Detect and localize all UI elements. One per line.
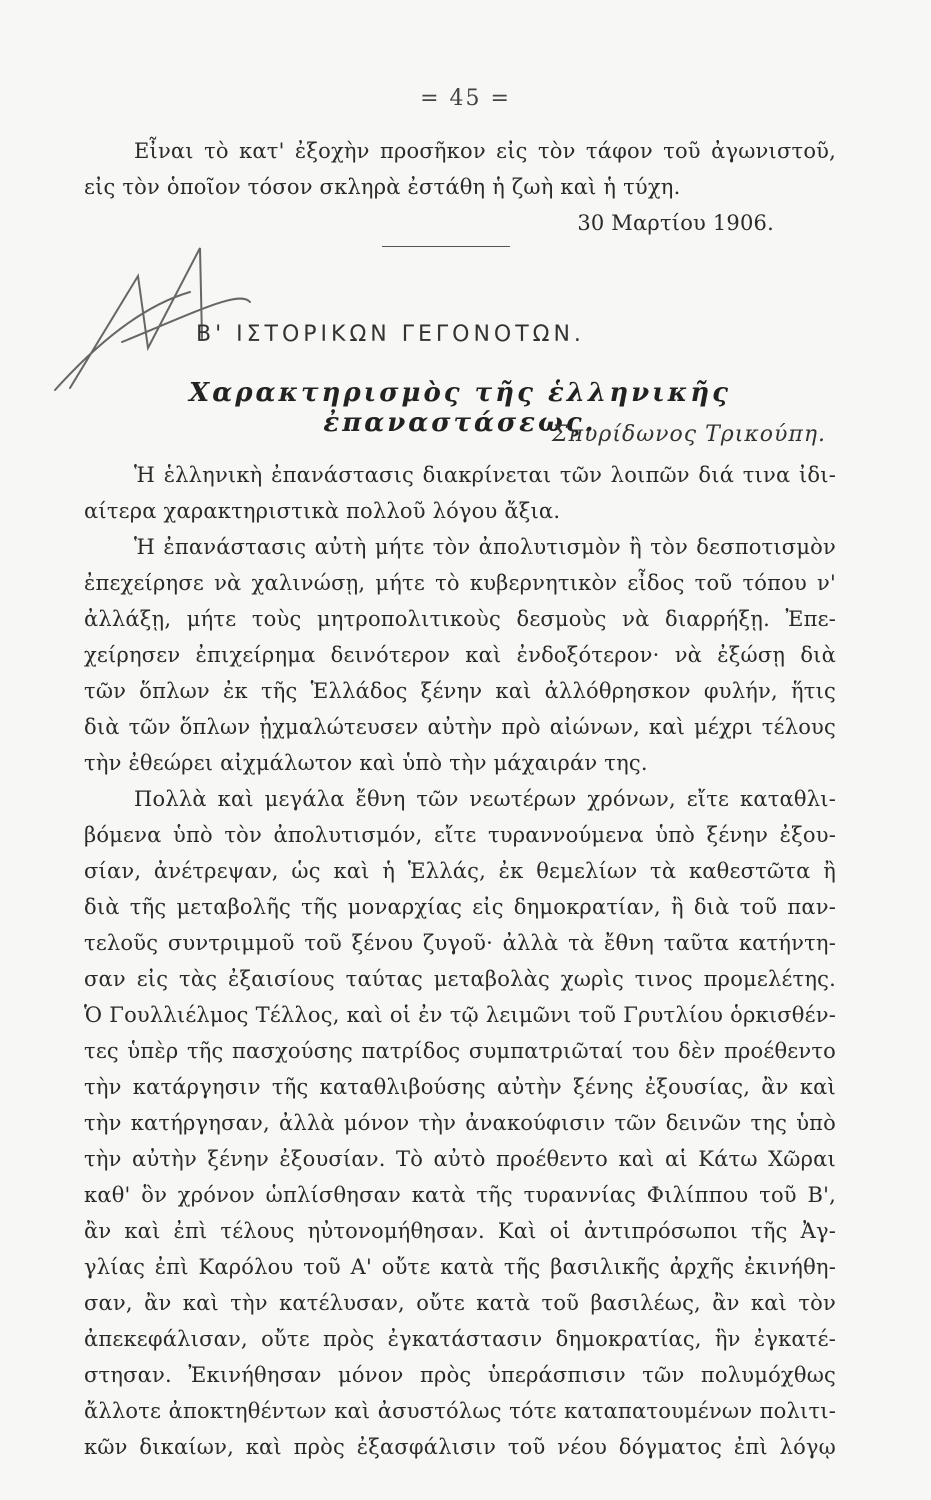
body-line: τὴν αὐτὴν ξένην ἐξουσίαν. Τὸ αὐτὸ προέθεντο καὶ αἱ Κάτω Χῶραι	[84, 1147, 836, 1171]
date-line: 30 Μαρτίου 1906.	[577, 211, 774, 235]
body-line: τὴν ἐθεώρει αἰχμάλωτον καὶ ὑπὸ τὴν μάχαιράν της.	[84, 751, 648, 775]
body-line: Ἡ ἑλληνικὴ ἐπανάστασις διακρίνεται τῶν λοιπῶν διά τινα ἰδι-	[134, 463, 836, 487]
body-line: Ἡ ἐπανάστασις αὐτὴ μήτε τὸν ἀπολυτισμὸν ἢ τὸν δεσποτισμὸν	[134, 535, 836, 559]
body-line: Ὁ Γουλλιέλμος Τέλλος, καὶ οἱ ἐν τῷ λειμῶνι τοῦ Γρυτλίου ὁρκισθέν-	[84, 1003, 836, 1027]
body-line: αίτερα χαρακτηριστικὰ πολλοῦ λόγου ἄξια.	[84, 499, 561, 523]
page-number: = 45 =	[420, 86, 511, 111]
body-line: ἀπεκεφάλισαν, οὔτε πρὸς ἐγκατάστασιν δημοκρατίας, ἣν ἐγκατέ-	[84, 1327, 836, 1351]
body-line: διὰ τῶν ὅπλων ᾐχμαλώτευσεν αὐτὴν πρὸ αἰώνων, καὶ μέχρι τέλους	[84, 715, 836, 739]
body-line: τελοῦς συντριμμοῦ τοῦ ξένου ζυγοῦ· ἀλλὰ τὰ ἔθνη ταῦτα κατήντη-	[84, 931, 836, 955]
body-line: κῶν δικαίων, καὶ πρὸς ἐξασφάλισιν τοῦ νέου δόγματος ἐπὶ λόγῳ	[84, 1435, 836, 1459]
body-line: σαν, ἂν καὶ τὴν κατέλυσαν, οὔτε κατὰ τοῦ βασιλέως, ἂν καὶ τὸν	[84, 1291, 836, 1315]
body-line: γλίας ἐπὶ Καρόλου τοῦ Α' οὔτε κατὰ τῆς βασιλικῆς ἀρχῆς ἐκινήθη-	[84, 1255, 836, 1279]
section-rule	[382, 246, 510, 247]
section-heading: Β' ΙΣΤΟΡΙΚΩΝ ΓΕΓΟΝΟΤΩΝ.	[196, 322, 585, 347]
body-line: ἂν καὶ ἐπὶ τέλους ηὐτονομήθησαν. Καὶ οἱ ἀντιπρόσωποι τῆς Ἀγ-	[84, 1219, 836, 1243]
body-line: στησαν. Ἐκινήθησαν μόνον πρὸς ὑπεράσπισιν τῶν πολυμόχθως	[84, 1363, 836, 1387]
body-line: τὴν κατάργησιν τῆς καταθλιβούσης αὐτὴν ξένης ἐξουσίας, ἂν καὶ	[84, 1075, 836, 1099]
body-line: διὰ τῆς μεταβολῆς τῆς μοναρχίας εἰς δημοκρατίαν, ἢ διὰ τοῦ παν-	[84, 895, 836, 919]
body-line: χείρησεν ἐπιχείρημα δεινότερον καὶ ἐνδοξότερον· νὰ ἐξώσῃ διὰ	[84, 643, 836, 667]
author-name: Σπυρίδωνος Τρικούπη.	[552, 422, 826, 447]
opening-line: εἰς τὸν ὁποῖον τόσον σκληρὰ ἐστάθη ἡ ζωὴ καὶ ἡ τύχη.	[84, 175, 681, 199]
body-line: σίαν, ἀνέτρεψαν, ὡς καὶ ἡ Ἑλλάς, ἐκ θεμελίων τὰ καθεστῶτα ἢ	[84, 859, 836, 883]
article-title: Χαρακτηρισμὸς τῆς ἑλληνικῆς ἐπαναστάσεως.	[189, 378, 731, 438]
body-line: τὴν κατήργησαν, ἀλλὰ μόνον τὴν ἀνακούφισιν τῶν δεινῶν της ὑπὸ	[84, 1111, 836, 1135]
body-line: ἐπεχείρησε νὰ χαλινώσῃ, μήτε τὸ κυβερνητικὸν εἶδος τοῦ τόπου ν'	[84, 571, 836, 595]
opening-line: Εἶναι τὸ κατ' ἐξοχὴν προσῆκον εἰς τὸν τάφον τοῦ ἀγωνιστοῦ,	[134, 139, 836, 163]
body-line: σαν εἰς τὰς ἐξαισίους ταύτας μεταβολὰς χωρὶς τινος προμελέτης.	[84, 967, 836, 991]
body-line: Πολλὰ καὶ μεγάλα ἔθνη τῶν νεωτέρων χρόνων, εἴτε καταθλι-	[134, 787, 836, 811]
body-line: καθ' ὃν χρόνον ὡπλίσθησαν κατὰ τῆς τυραννίας Φιλίππου τοῦ Β',	[84, 1183, 836, 1207]
body-line: ἄλλοτε ἀποκτηθέντων καὶ ἀσυστόλως τότε καταπατουμένων πολιτι-	[84, 1399, 836, 1423]
body-line: βόμενα ὑπὸ τὸν ἀπολυτισμόν, εἴτε τυραννούμενα ὑπὸ ξένην ἐξου-	[84, 823, 836, 847]
handwritten-signature	[50, 230, 270, 400]
body-line: τες ὑπὲρ τῆς πασχούσης πατρίδος συμπατριῶταί του δὲν προέθεντο	[84, 1039, 836, 1063]
body-line: τῶν ὅπλων ἐκ τῆς Ἑλλάδος ξένην καὶ ἀλλόθρησκον φυλήν, ἥτις	[84, 679, 836, 703]
body-line: ἀλλάξῃ, μήτε τοὺς μητροπολιτικοὺς δεσμοὺς νὰ διαρρήξῃ. Ἐπε-	[84, 607, 836, 631]
